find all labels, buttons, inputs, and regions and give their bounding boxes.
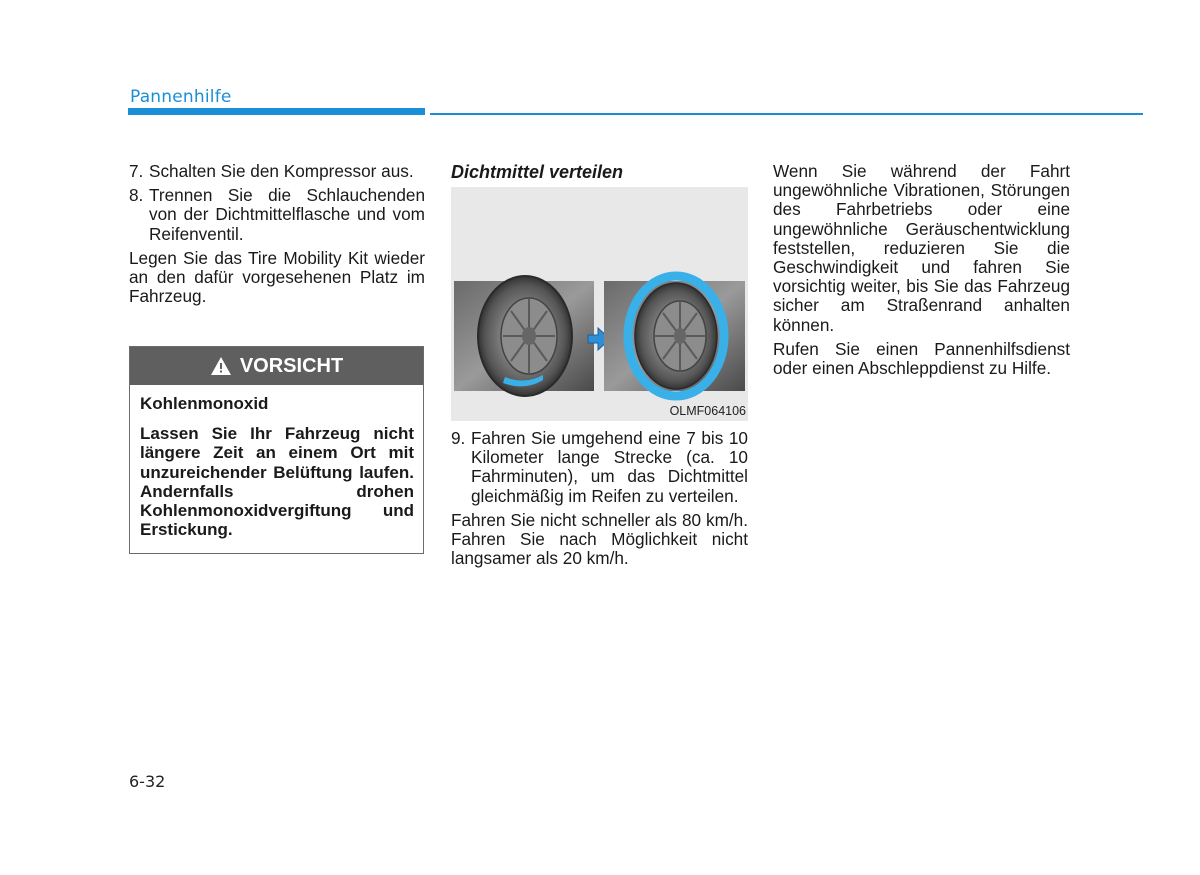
column-left — [129, 162, 425, 311]
step-7 — [129, 162, 425, 181]
step-text: Schalten Sie den Kompressor aus. — [149, 161, 414, 181]
figure-code: OLMF064106 — [669, 403, 746, 418]
vibration-paragraph: Wenn Sie während der Fahrt ungewöhnliche Vibrationen, Störungen des Fahrbetriebs oder eine ungewöhnliche Geräuschentwicklung feststellen, reduzieren Sie die Geschwindigkeit und fahren Sie vorsichtig weiter, bis Sie das Fahrzeug sicher am Straßenrand anhalten können. — [773, 161, 1070, 335]
caution-subtitle: Kohlenmonoxid — [140, 394, 269, 413]
header-bar-thick — [128, 108, 425, 115]
step-number: 8. — [129, 185, 144, 206]
column-right — [773, 162, 1070, 383]
tire-illustration — [451, 187, 748, 421]
warning-triangle-icon — [210, 356, 232, 376]
storage-paragraph: Legen Sie das Tire Mobility Kit wieder an den dafür vorgesehenen Platz im Fahrzeug. — [129, 247, 425, 307]
subsection-heading: Dichtmittel verteilen — [451, 162, 624, 182]
speed-paragraph: Fahren Sie nicht schneller als 80 km/h. Fahren Sie nach Möglichkeit nicht langsamer als 20 km/h. — [451, 509, 748, 569]
step-number: 9. — [451, 428, 466, 448]
column-middle — [451, 162, 748, 573]
step-number: 7. — [129, 161, 144, 181]
caution-title: VORSICHT — [239, 354, 344, 377]
header-bar-thin — [430, 113, 1143, 115]
step-text: Fahren Sie umgehend eine 7 bis 10 Kilometer lange Strecke (ca. 10 Fahrminuten), um das Dichtmittel gleichmäßig im Reifen zu verteilen. — [471, 428, 748, 506]
caution-body — [130, 385, 423, 539]
tire-sealant-figure — [451, 187, 748, 421]
page-number: 6-32 — [129, 772, 166, 791]
caution-text: Lassen Sie Ihr Fahrzeug nicht längere Zeit an einem Ort mit unzureichender Belüftung laufen. Andernfalls drohen Kohlenmonoxidvergiftung und Erstickung. — [140, 424, 414, 540]
caution-box — [129, 346, 424, 554]
assistance-paragraph: Rufen Sie einen Pannenhilfsdienst oder einen Abschleppdienst zu Hilfe. — [773, 338, 1070, 379]
step-8 — [129, 186, 425, 244]
step-text: Trennen Sie die Schlauchenden von der Dichtmittelflasche und vom Reifenventil. — [149, 185, 425, 244]
section-title: Pannenhilfe — [130, 87, 232, 107]
step-9 — [451, 429, 748, 506]
caution-header — [130, 347, 423, 385]
